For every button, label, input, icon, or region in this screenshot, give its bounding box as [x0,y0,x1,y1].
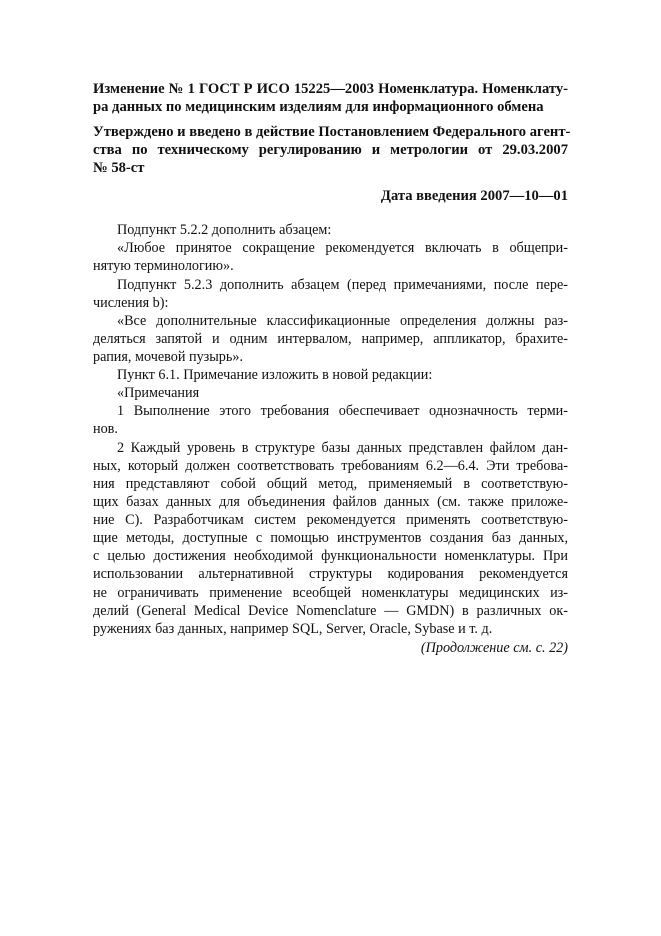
body-line: «Любое принятое сокращение рекомендуется включать в общепри- [117,240,568,256]
body-line: 1 Выполнение этого требования обеспечивает однозначность терми- [117,403,568,419]
body-line: ния представляют собой общий метод, применяемый в соответствую- [93,476,568,492]
body-line: нятую терминологию». [93,258,234,274]
body-line: делий (General Medical Device Nomenclature — GMDN) в различных ок- [93,603,568,619]
body-line: с целью достижения необходимой функциональности номенклатуры. При [93,548,568,564]
amendment-title-line-2: ра данных по медицинским изделиям для информационного обмена [93,99,544,115]
amendment-title-line-1: Изменение № 1 ГОСТ Р ИСО 15225—2003 Номенклатура. Номенклату- [93,81,568,97]
body-line: ружениях баз данных, например SQL, Server, Oracle, Sybase и т. д. [93,621,493,637]
body-line: щих базах данных для объединения файлов данных (см. также приложе- [93,494,568,510]
approval-line-3: № 58-ст [93,160,145,176]
body-line: не ограничивать применение всеобщей номенклатуры медицинских из- [93,585,568,601]
body-line: использовании альтернативной структуры кодирования рекомендуется [93,566,568,582]
body-line: «Все дополнительные классификационные определения должны раз- [117,313,568,329]
body-line: деляться запятой и одним интервалом, например, аппликатор, брахите- [93,331,568,347]
body-line: нов. [93,421,118,437]
body-line: Пункт 6.1. Примечание изложить в новой редакции: [117,367,433,383]
body-line: Подпункт 5.2.2 дополнить абзацем: [117,222,332,238]
effective-date: Дата введения 2007—10—01 [380,188,568,204]
approval-line-2: ства по техническому регулированию и метрологии от 29.03.2007 [93,142,568,158]
body-line: Подпункт 5.2.3 дополнить абзацем (перед примечаниями, после пере- [117,277,568,293]
body-line: числения b): [93,295,169,311]
body-line: щие методы, доступные с помощью инструментов создания баз данных, [93,530,568,546]
body-line: ние С). Разработчикам систем рекомендуется применять соответствую- [93,512,568,528]
body-line: рапия, мочевой пузырь». [93,349,244,365]
body-line: ных, который должен соответствовать требованиям 6.2—6.4. Эти требова- [93,458,568,474]
continuation-note: (Продолжение см. с. 22) [420,640,568,656]
approval-line-1: Утверждено и введено в действие Постановлением Федерального агент- [93,124,571,140]
body-line: 2 Каждый уровень в структуре базы данных представлен файлом дан- [117,440,568,456]
body-line: «Примечания [117,385,200,401]
